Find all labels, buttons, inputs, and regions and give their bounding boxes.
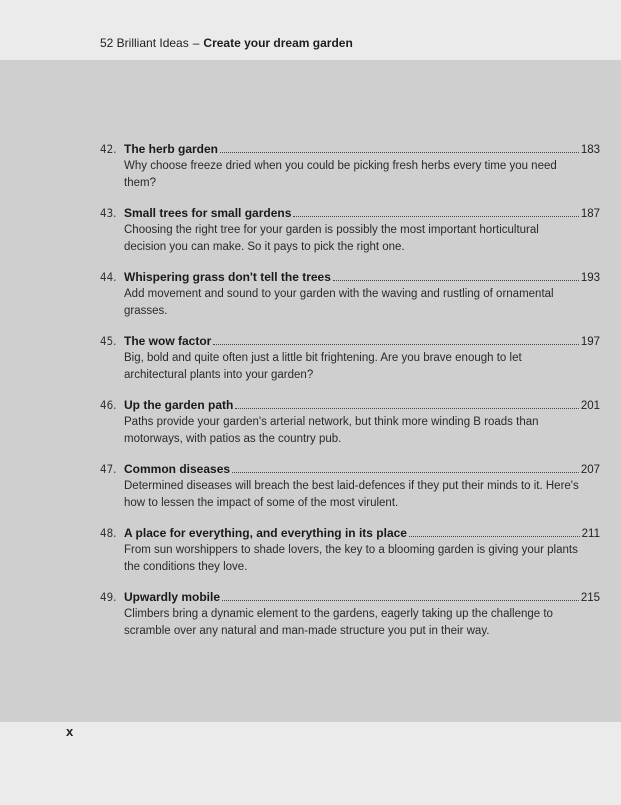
entry-page-number[interactable]: 187 [580,208,600,220]
entry-title[interactable]: The herb garden [124,142,219,156]
entry-number: 47. [100,462,117,476]
dot-leader [409,535,580,537]
entry-page-number[interactable]: 201 [580,400,600,412]
entry-page-number[interactable]: 183 [580,144,600,156]
dot-leader [333,279,579,281]
header-band [0,0,621,60]
entry-title[interactable]: Small trees for small gardens [124,206,292,220]
entry-description: Climbers bring a dynamic element to the gardens, eagerly taking up the challenge to scramble over any natural and man-made structure you put in their way. [124,608,553,637]
entry-page-number[interactable]: 197 [580,336,600,348]
table-of-contents [100,141,600,653]
header-separator: – [192,36,200,50]
entry-page-number[interactable]: 211 [581,528,600,540]
entry-title[interactable]: The wow factor [124,334,212,348]
entry-description: Choosing the right tree for your garden is possibly the most important horticultural decision you can make. So it pays to pick the right one. [124,224,539,253]
toc-entry[interactable] [100,205,600,256]
entry-number: 49. [100,590,117,604]
toc-entry[interactable] [100,397,600,448]
entry-number: 44. [100,270,117,284]
entry-page-number[interactable]: 193 [580,272,600,284]
entry-description: Big, bold and quite often just a little bit frightening. Are you brave enough to let architectural plants into your garden? [124,352,522,381]
entry-title[interactable]: Upwardly mobile [124,590,221,604]
toc-entry[interactable] [100,525,600,576]
toc-entry[interactable] [100,589,600,640]
entry-title[interactable]: A place for everything, and everything in its place [124,526,407,540]
entry-page-number[interactable]: 207 [580,464,600,476]
dot-leader [232,471,579,473]
dot-leader [213,343,578,345]
dot-leader [220,151,579,153]
entry-number: 48. [100,526,117,540]
entry-number: 46. [100,398,117,412]
entry-title[interactable]: Up the garden path [124,398,234,412]
dot-leader [293,215,578,217]
entry-description: From sun worshippers to shade lovers, the key to a blooming garden is giving your plants the conditions they love. [124,544,578,573]
book-series-name: 52 Brilliant Ideas [100,36,189,50]
entry-page-number[interactable]: 215 [580,592,600,604]
entry-number: 43. [100,206,117,220]
entry-description: Paths provide your garden's arterial network, but think more winding B roads than motorways, with patios as the country pub. [124,416,539,445]
toc-entry[interactable] [100,141,600,192]
running-header [100,36,353,50]
entry-number: 45. [100,334,117,348]
toc-entry[interactable] [100,333,600,384]
entry-title[interactable]: Common diseases [124,462,231,476]
toc-entry[interactable] [100,269,600,320]
entry-description: Add movement and sound to your garden with the waving and rustling of ornamental grasses. [124,288,554,317]
entry-description: Determined diseases will breach the best laid-defences if they put their minds to it. Here's how to lessen the impact of some of the most virulent. [124,480,579,509]
entry-title[interactable]: Whispering grass don't tell the trees [124,270,331,284]
entry-description: Why choose freeze dried when you could be picking fresh herbs every time you need them? [124,160,557,189]
page-folio: x [66,724,74,739]
footer-band [0,722,621,805]
toc-entry[interactable] [100,461,600,512]
dot-leader [235,407,578,409]
dot-leader [222,599,579,601]
book-title: Create your dream garden [203,36,353,50]
entry-number: 42. [100,142,117,156]
